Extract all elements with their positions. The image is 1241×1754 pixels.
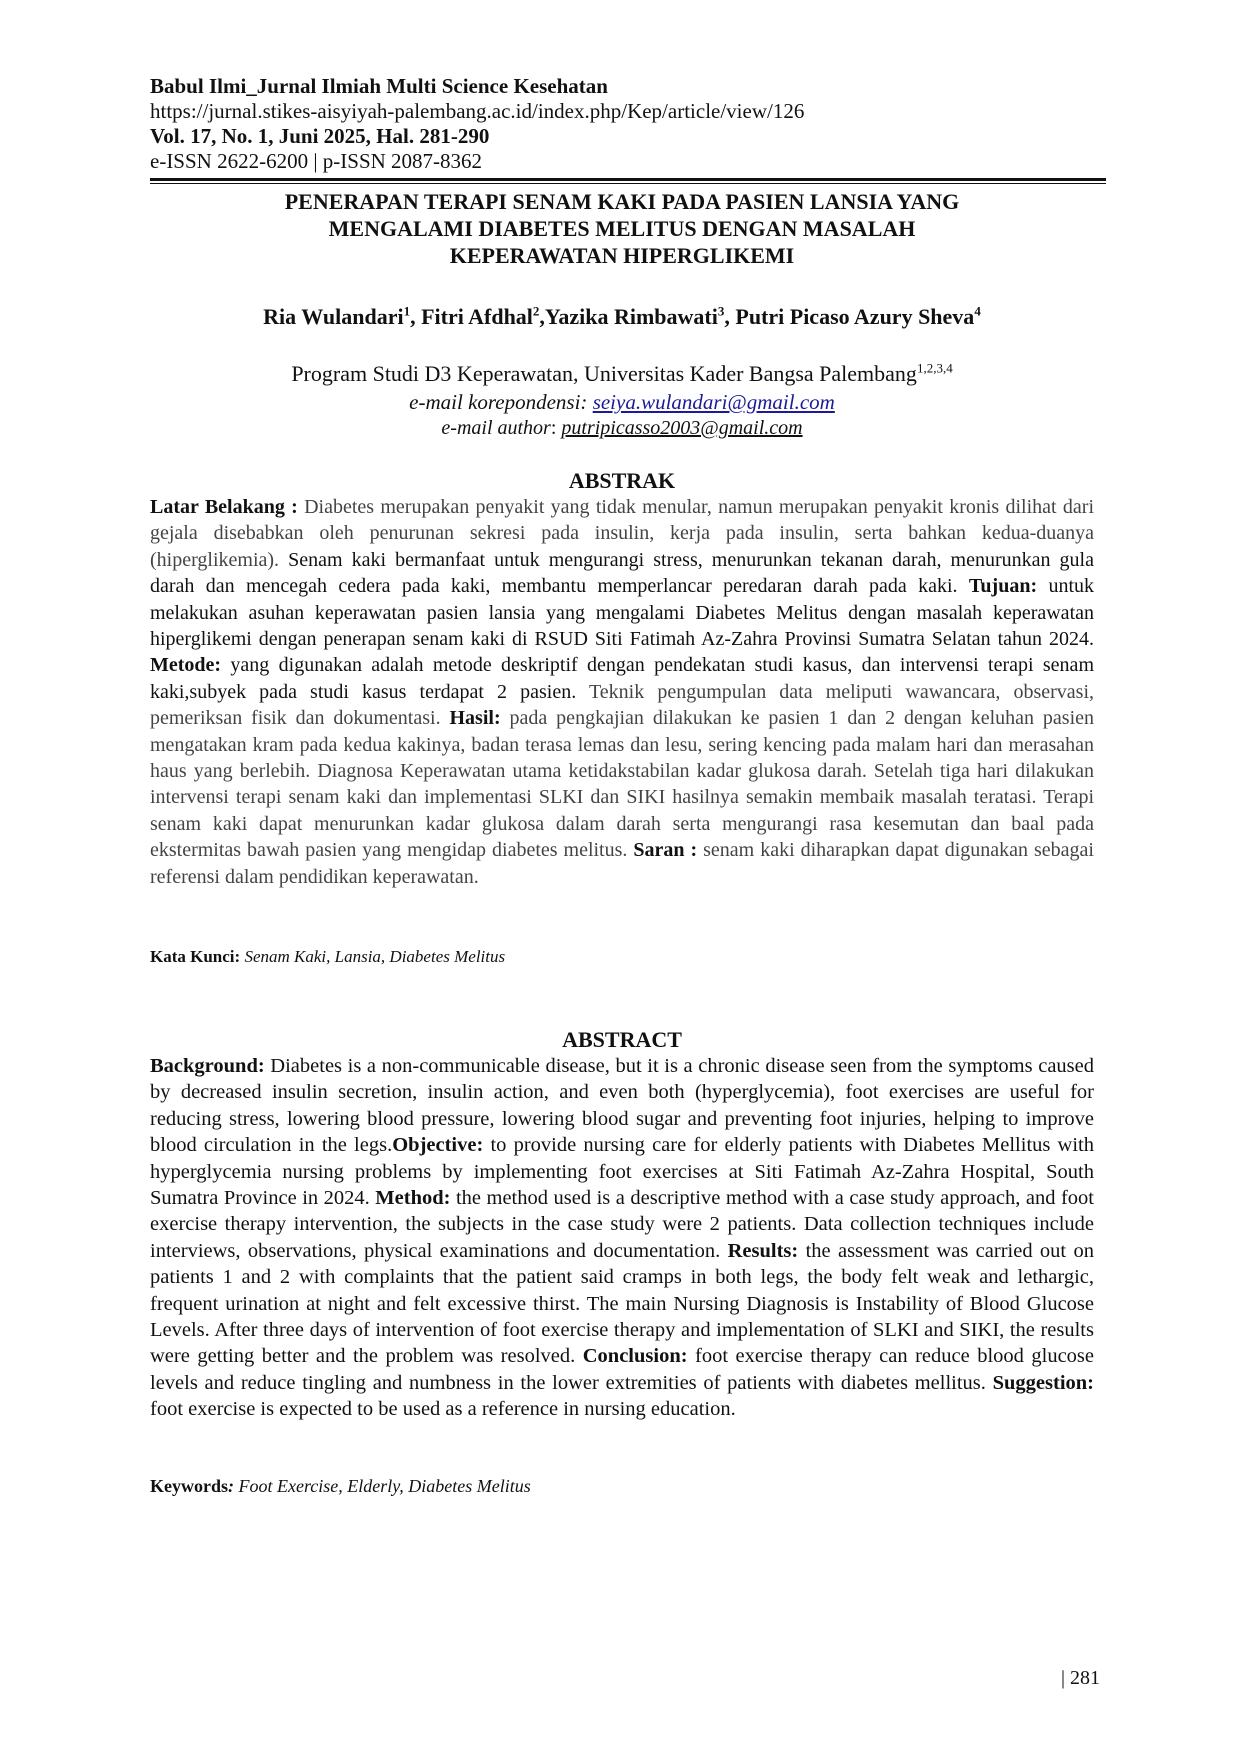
author-affil-marker: 1 [403,303,411,319]
abstrak-bg-text-2: Senam kaki bermanfaat untuk mengurangi stress, menurunkan tekanan darah, menurunkan gula darah dan mencegah cedera pada kaki, membantu memperlancar peredaran darah pada kaki. [150,548,1094,598]
abstrak-method-text-2: Teknik pengumpulan data meliputi wawancara, observasi, pemeriksan fisik dan dokumentasi. [150,680,1095,730]
keywords-label: Keywords [150,1476,228,1496]
abstrak-method-text: yang digunakan adalah metode deskriptif dengan pendekatan studi kasus, dan intervensi terapi senam kaki,subyek pada studi kasus terdapat 2 pasien. [150,654,1094,703]
abstrak-bg-text: Diabetes merupakan penyakit yang tidak menular, namun merupakan penyakit kronis dilihat dari gejala disebabkan oleh penurunan sekresi pada insulin, kerja pada insulin, serta bahkan kedua-duanya (hiperglikemia). [150,496,1094,571]
keywords-text: Foot Exercise, Elderly, Diabetes Melitus [234,1476,531,1496]
abstrak-method-label: Metode: [150,654,222,677]
abstrak-obj-text: untuk melakukan asuhan keperawatan pasien lansia yang mengalami Diabetes Melitus dengan masalah keperawatan hiperglikemi dengan penerapan senam kaki di RSUD Siti Fatimah Az-Zahra Provinsi Sumatra Selatan tahun 2024. [150,575,1094,651]
affiliation-text: Program Studi D3 Keperawatan, Universitas Kader Bangsa Palembang [291,361,917,386]
abstrak-heading: ABSTRAK [568,468,676,493]
title-line-1: PENERAPAN TERAPI SENAM KAKI PADA PASIEN LANSIA YANG [284,189,960,214]
abstract-method-text: the method used is a descriptive method with a case study approach, and foot exercise therapy intervention, the subjects in the case study were 2 patients. Data collection techniques include interviews, observations, physical examinations and documentation. [150,1187,1094,1262]
affiliation-marker: 1,2,3,4 [916,360,953,376]
abstrak-result-text: pada pengkajian dilakukan ke pasien 1 dan 2 dengan keluhan pasien mengatakan kram pada kedua kakinya, badan terasa lemas dan lesu, sering kencing pada malam hari dan merasahan haus yang berlebih. Diagnosa Keperawatan utama ketidakstabilan kadar glukosa darah. Setelah tiga hari dilakukan intervensi terapi senam kaki dan implementasi SLKI dan SIKI hasilnya semakin membaik masalah teratasi. Terapi senam kaki dapat menurunkan kadar glukosa dalam darah serta mengurangi rasa kesemutan dan baal pada ekstermitas bawah pasien yang mengidap diabetes melitus. [150,707,1095,862]
author-affil-marker: 3 [717,303,725,319]
abstract-body [150,1053,1094,1423]
correspondence-email-link[interactable]: seiya.wulandari@gmail.com [592,390,835,414]
author-name: , Fitri Afdhal [410,304,533,329]
abstract-bg-label: Background: [150,1055,265,1077]
journal-header [150,74,1094,173]
author-name: Ria Wulandari [263,304,404,329]
abstract-result-label: Results: [727,1239,799,1262]
journal-name: Babul Ilmi_Jurnal Ilmiah Multi Science Kesehatan [150,74,608,98]
author-email-sep: : [550,417,562,439]
abstract-bg-text: Diabetes is a non-communicable disease, but it is a chronic disease seen from the symptoms caused by decreased insulin secretion, insulin action, and even both (hyperglycemia), foot exercises are useful for reducing stress, lowering blood pressure, lowering blood sugar and preventing foot injuries, helping to improve blood circulation in the legs. [150,1055,1094,1157]
correspondence-email-line [150,389,1094,415]
kata-kunci-label: Kata Kunci: [150,947,241,966]
correspondence-email-label: e-mail korepondensi: [409,390,593,414]
abstract-concl-text: foot exercise therapy can reduce blood glucose levels and reduce tingling and numbness in the lower extremities of patients with diabetes mellitus. [150,1345,1095,1394]
author-email-link[interactable]: putripicasso2003@gmail.com [561,417,803,439]
abstract-method-label: Method: [375,1187,451,1210]
paper-title [150,188,1094,269]
author-email-line [150,415,1094,441]
abstract-obj-text: to provide nursing care for elderly patients with Diabetes Mellitus with hyperglycemia nursing problems by implementing foot exercises at Siti Fatimah Az-Zahra Hospital, South Sumatra Province in 2024. [150,1134,1094,1210]
abstrak-bg-label: Latar Belakang : [150,496,305,518]
article-url[interactable]: https://jurnal.stikes-aisyiyah-palembang.ac.id/index.php/Kep/article/view/126 [150,99,805,123]
abstract-heading: ABSTRACT [562,1027,682,1052]
header-rule-thin [150,183,1106,184]
author-email-label: e-mail author [441,417,551,439]
abstract-concl-label: Conclusion: [582,1345,688,1368]
author-name: ,Yazika Rimbawati [539,304,718,329]
author-affil-marker: 4 [974,303,981,319]
volume-info: Vol. 17, No. 1, Juni 2025, Hal. 281-290 [150,124,490,148]
abstrak-sug-text: senam kaki diharapkan dapat digunakan sebagai referensi dalam pendidikan keperawatan. [150,839,1094,888]
kata-kunci-text: Senam Kaki, Lansia, Diabetes Melitus [240,947,506,966]
title-line-3: KEPERAWATAN HIPERGLIKEMI [449,243,795,268]
author-name: , Putri Picaso Azury Sheva [724,304,975,329]
abstrak-sug-label: Saran : [633,839,698,862]
abstract-sug-text: foot exercise is expected to be used as a reference in nursing education. [150,1398,736,1421]
abstract-result-text: the assessment was carried out on patients 1 and 2 with complaints that the patient said cramps in both legs, the body felt weak and lethargic, frequent urination at night and felt excessive thirst. The main Nursing Diagnosis is Instability of Blood Glucose Levels. After three days of intervention of foot exercise therapy and implementation of SLKI and SIKI, the results were getting better and the problem was resolved. [150,1239,1094,1368]
abstract-sug-label: Suggestion: [992,1371,1094,1394]
abstrak-obj-label: Tujuan: [968,575,1038,598]
author-affil-marker: 2 [532,303,540,319]
affiliation [150,360,1094,387]
abstrak-body [150,494,1094,890]
keywords-colon: : [228,1476,234,1496]
abstrak-result-label: Hasil: [449,707,501,730]
author-list [150,303,1094,331]
abstract-obj-label: Objective: [392,1134,484,1157]
issn-info: e-ISSN 2622-6200 | p-ISSN 2087-8362 [150,149,483,173]
page-number: | 281 [1060,1667,1100,1689]
keywords [150,1474,1094,1498]
title-line-2: MENGALAMI DIABETES MELITUS DENGAN MASALAH [328,216,916,241]
kata-kunci [150,945,1094,969]
header-rule [150,178,1106,181]
